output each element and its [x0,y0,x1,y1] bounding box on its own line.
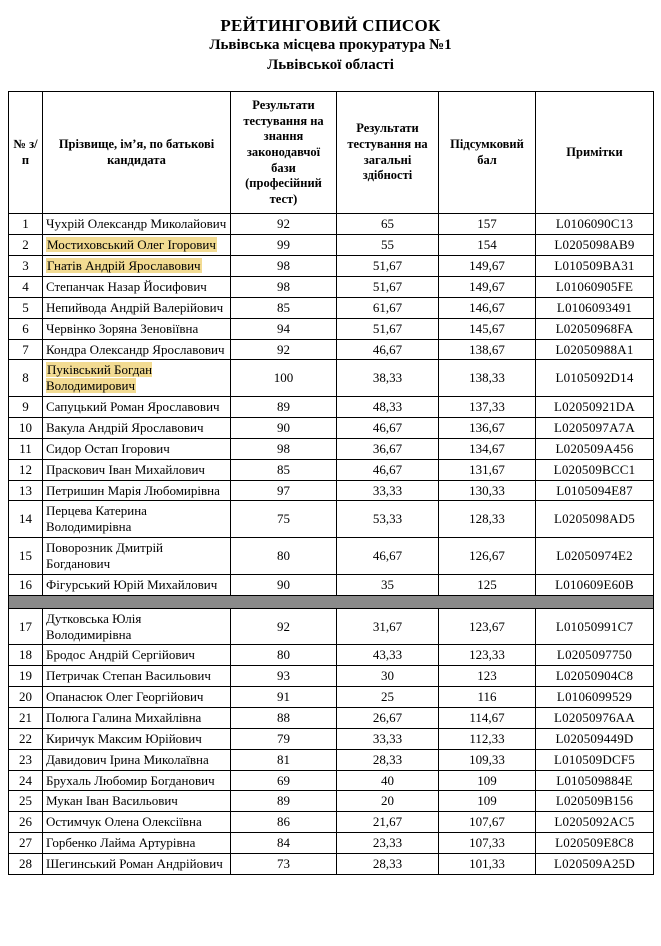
total-score: 126,67 [439,538,536,575]
table-row [9,417,654,438]
professional-test-score: 69 [231,770,337,791]
row-number: 1 [9,214,43,235]
candidate-name [43,235,231,256]
rating-table [8,91,654,875]
note-code: L02050921DA [536,397,654,418]
general-abilities-score: 36,67 [337,438,439,459]
table-row [9,833,654,854]
professional-test-score: 90 [231,574,337,595]
highlighted-candidate-name: Пуківський Богдан Володимирович [46,362,153,394]
header-professional-test: Результати тестування на знання законодавчої бази (професійний тест) [231,92,337,214]
total-score: 116 [439,687,536,708]
total-score: 138,67 [439,339,536,360]
document-subtitle-region: Львівської області [267,56,394,73]
candidate-name: Петричак Степан Васильович [43,666,231,687]
row-number: 11 [9,438,43,459]
total-score: 123,33 [439,645,536,666]
table-row [9,297,654,318]
row-number: 20 [9,687,43,708]
candidate-name: Чухрій Олександр Миколайович [43,214,231,235]
general-abilities-score: 26,67 [337,708,439,729]
table-row [9,256,654,277]
professional-test-score: 98 [231,256,337,277]
candidate-name: Степанчак Назар Йосифович [43,276,231,297]
professional-test-score: 93 [231,666,337,687]
header-candidate-name: Прізвище, ім’я, по батькові кандидата [43,92,231,214]
header-number: № з/п [9,92,43,214]
note-code: L0205092AC5 [536,812,654,833]
general-abilities-score: 21,67 [337,812,439,833]
general-abilities-score: 43,33 [337,645,439,666]
general-abilities-score: 61,67 [337,297,439,318]
total-score: 136,67 [439,417,536,438]
row-number: 10 [9,417,43,438]
professional-test-score: 81 [231,749,337,770]
note-code: L010509884E [536,770,654,791]
general-abilities-score: 46,67 [337,339,439,360]
document-subtitle-office: Львівська місцева прокуратура №1 [209,37,452,53]
candidate-name: Опанасюк Олег Георгійович [43,687,231,708]
professional-test-score: 84 [231,833,337,854]
note-code: L010609E60B [536,574,654,595]
general-abilities-score: 46,67 [337,417,439,438]
note-code: L02050976AA [536,708,654,729]
highlighted-candidate-name: Мостиховський Олег Ігорович [47,237,216,253]
professional-test-score: 85 [231,459,337,480]
note-code: L010509DCF5 [536,749,654,770]
candidate-name: Петришин Марія Любомирівна [43,480,231,501]
separator-row [9,595,654,608]
total-score: 107,33 [439,833,536,854]
note-code: L01050991C7 [536,608,654,645]
candidate-name: Перцева Катерина Володимирівна [43,501,231,538]
table-row [9,360,654,397]
note-code: L0105092D14 [536,360,654,397]
table-row [9,854,654,875]
total-score: 157 [439,214,536,235]
candidate-name [43,360,231,397]
general-abilities-score: 25 [337,687,439,708]
note-code: L02050968FA [536,318,654,339]
table-row [9,501,654,538]
row-number: 18 [9,645,43,666]
professional-test-score: 94 [231,318,337,339]
general-abilities-score: 23,33 [337,833,439,854]
row-number: 22 [9,728,43,749]
table-row [9,666,654,687]
note-code: L010509BA31 [536,256,654,277]
general-abilities-score: 51,67 [337,256,439,277]
note-code: L020509BCC1 [536,459,654,480]
general-abilities-score: 38,33 [337,360,439,397]
table-row [9,397,654,418]
total-score: 134,67 [439,438,536,459]
table-row [9,459,654,480]
total-score: 112,33 [439,728,536,749]
note-code: L020509A25D [536,854,654,875]
table-row [9,480,654,501]
candidate-name: Сапуцький Роман Ярославович [43,397,231,418]
highlighted-candidate-name: Гнатів Андрій Ярославович [47,258,201,274]
table-row [9,687,654,708]
table-row [9,791,654,812]
professional-test-score: 92 [231,608,337,645]
header-notes: Примітки [536,92,654,214]
note-code: L020509A456 [536,438,654,459]
header-general-abilities: Результати тестування на загальні здібності [337,92,439,214]
candidate-name: Дутковська Юлія Володимирівна [43,608,231,645]
row-number: 8 [9,360,43,397]
row-number: 6 [9,318,43,339]
note-code: L020509449D [536,728,654,749]
professional-test-score: 86 [231,812,337,833]
note-code: L0106093491 [536,297,654,318]
table-header-row [9,92,654,214]
row-number: 14 [9,501,43,538]
candidate-name: Фігурський Юрій Михайлович [43,574,231,595]
professional-test-score: 92 [231,214,337,235]
table-row [9,438,654,459]
total-score: 131,67 [439,459,536,480]
professional-test-score: 92 [231,339,337,360]
professional-test-score: 73 [231,854,337,875]
table-row [9,574,654,595]
note-code: L02050904C8 [536,666,654,687]
professional-test-score: 97 [231,480,337,501]
general-abilities-score: 33,33 [337,480,439,501]
table-row [9,318,654,339]
row-number: 27 [9,833,43,854]
professional-test-score: 91 [231,687,337,708]
professional-test-score: 85 [231,297,337,318]
table-row [9,276,654,297]
professional-test-score: 98 [231,438,337,459]
note-code: L020509B156 [536,791,654,812]
general-abilities-score: 33,33 [337,728,439,749]
row-number: 7 [9,339,43,360]
table-row [9,770,654,791]
table-row [9,708,654,729]
table-row [9,235,654,256]
total-score: 114,67 [439,708,536,729]
general-abilities-score: 28,33 [337,854,439,875]
document-title: РЕЙТИНГОВИЙ СПИСОК [220,16,441,35]
row-number: 16 [9,574,43,595]
candidate-name: Горбенко Лайма Артурівна [43,833,231,854]
row-number: 4 [9,276,43,297]
table-row [9,538,654,575]
note-code: L01060905FE [536,276,654,297]
header-total-score: Підсумковий бал [439,92,536,214]
total-score: 123,67 [439,608,536,645]
professional-test-score: 100 [231,360,337,397]
total-score: 109 [439,791,536,812]
table-row [9,214,654,235]
total-score: 154 [439,235,536,256]
row-number: 5 [9,297,43,318]
professional-test-score: 79 [231,728,337,749]
candidate-name: Шегинський Роман Андрійович [43,854,231,875]
general-abilities-score: 30 [337,666,439,687]
note-code: L02050988A1 [536,339,654,360]
general-abilities-score: 48,33 [337,397,439,418]
total-score: 128,33 [439,501,536,538]
table-row [9,608,654,645]
general-abilities-score: 35 [337,574,439,595]
note-code: L0106090C13 [536,214,654,235]
candidate-name: Праскович Іван Михайлович [43,459,231,480]
separator-band [9,595,654,608]
general-abilities-score: 31,67 [337,608,439,645]
total-score: 138,33 [439,360,536,397]
total-score: 149,67 [439,256,536,277]
professional-test-score: 98 [231,276,337,297]
row-number: 19 [9,666,43,687]
row-number: 3 [9,256,43,277]
total-score: 146,67 [439,297,536,318]
general-abilities-score: 40 [337,770,439,791]
total-score: 109 [439,770,536,791]
candidate-name: Поворозник Дмитрій Богданович [43,538,231,575]
total-score: 123 [439,666,536,687]
candidate-name: Мукан Іван Васильович [43,791,231,812]
professional-test-score: 89 [231,791,337,812]
row-number: 2 [9,235,43,256]
table-row [9,645,654,666]
candidate-name: Полюга Галина Михайлівна [43,708,231,729]
candidate-name: Вакула Андрій Ярославович [43,417,231,438]
professional-test-score: 89 [231,397,337,418]
professional-test-score: 90 [231,417,337,438]
general-abilities-score: 28,33 [337,749,439,770]
table-row [9,728,654,749]
table-row [9,812,654,833]
note-code: L020509E8C8 [536,833,654,854]
total-score: 145,67 [439,318,536,339]
total-score: 101,33 [439,854,536,875]
general-abilities-score: 55 [337,235,439,256]
note-code: L0105094E87 [536,480,654,501]
row-number: 9 [9,397,43,418]
row-number: 26 [9,812,43,833]
candidate-name: Остимчук Олена Олексіївна [43,812,231,833]
professional-test-score: 80 [231,645,337,666]
total-score: 137,33 [439,397,536,418]
candidate-name: Давидович Ірина Миколаївна [43,749,231,770]
note-code: L0106099529 [536,687,654,708]
row-number: 17 [9,608,43,645]
note-code: L0205097A7A [536,417,654,438]
note-code: L0205097750 [536,645,654,666]
general-abilities-score: 46,67 [337,459,439,480]
professional-test-score: 99 [231,235,337,256]
row-number: 15 [9,538,43,575]
general-abilities-score: 51,67 [337,318,439,339]
candidate-name: Червінко Зоряна Зеновіївна [43,318,231,339]
note-code: L0205098AB9 [536,235,654,256]
total-score: 130,33 [439,480,536,501]
row-number: 25 [9,791,43,812]
general-abilities-score: 65 [337,214,439,235]
candidate-name: Непийвода Андрій Валерійович [43,297,231,318]
professional-test-score: 88 [231,708,337,729]
note-code: L0205098AD5 [536,501,654,538]
note-code: L02050974E2 [536,538,654,575]
row-number: 24 [9,770,43,791]
general-abilities-score: 53,33 [337,501,439,538]
candidate-name: Киричук Максим Юрійович [43,728,231,749]
total-score: 125 [439,574,536,595]
candidate-name: Бродос Андрій Сергійович [43,645,231,666]
row-number: 12 [9,459,43,480]
general-abilities-score: 20 [337,791,439,812]
row-number: 28 [9,854,43,875]
total-score: 109,33 [439,749,536,770]
table-row [9,749,654,770]
general-abilities-score: 46,67 [337,538,439,575]
candidate-name: Кондра Олександр Ярославович [43,339,231,360]
row-number: 23 [9,749,43,770]
candidate-name: Брухаль Любомир Богданович [43,770,231,791]
table-body [9,214,654,875]
row-number: 13 [9,480,43,501]
professional-test-score: 80 [231,538,337,575]
total-score: 149,67 [439,276,536,297]
professional-test-score: 75 [231,501,337,538]
table-row [9,339,654,360]
total-score: 107,67 [439,812,536,833]
candidate-name [43,256,231,277]
row-number: 21 [9,708,43,729]
general-abilities-score: 51,67 [337,276,439,297]
candidate-name: Сидор Остап Ігорович [43,438,231,459]
